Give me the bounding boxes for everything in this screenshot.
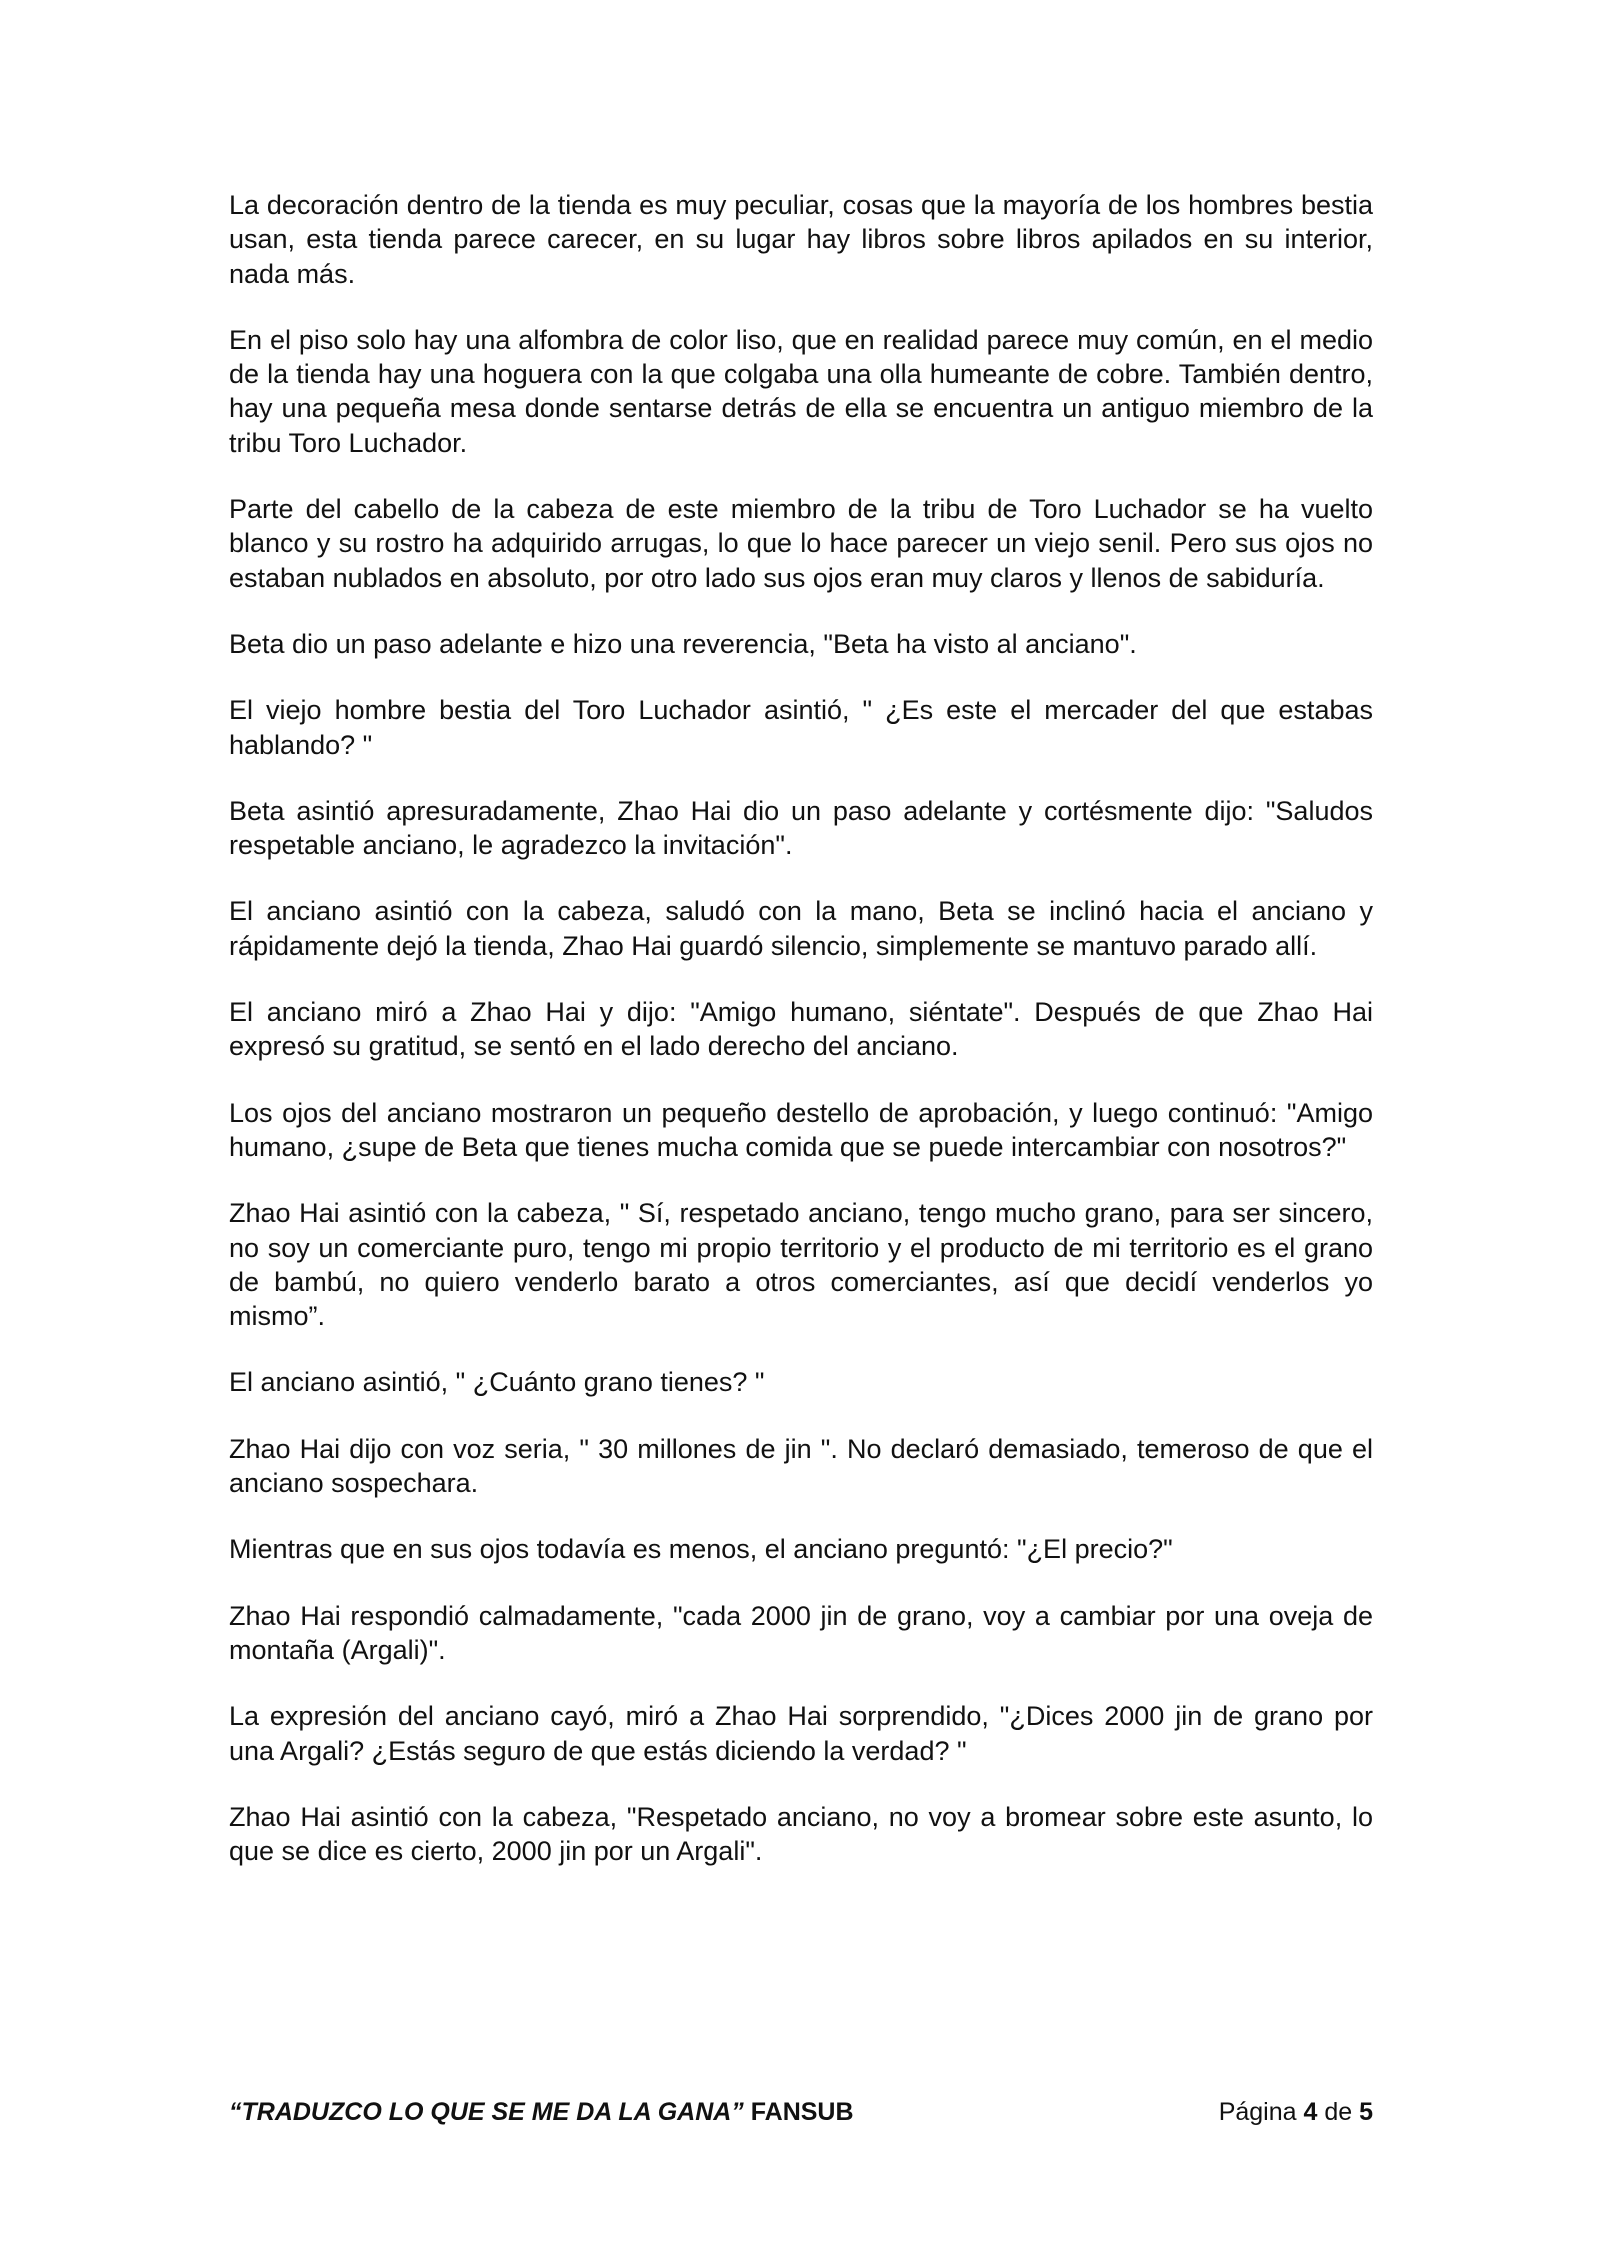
paragraph: En el piso solo hay una alfombra de color liso, que en realidad parece muy común, en el medio de la tienda hay una hoguera con la que colgaba una olla humeante de cobre. También dentro, hay una pequeña mesa donde sentarse detrás de ella se encuentra un antiguo miembro de la tribu Toro Luchador. — [229, 324, 1373, 458]
page-current: 4 — [1303, 2098, 1318, 2126]
paragraph: Mientras que en sus ojos todavía es menos, el anciano preguntó: "¿El precio?" — [229, 1534, 1173, 1565]
footer-title-text: “TRADUZCO LO QUE SE ME DA LA GANA” — [229, 2098, 744, 2126]
page-word: Página — [1218, 2098, 1304, 2126]
page-of: de — [1317, 2098, 1360, 2126]
paragraph: Los ojos del anciano mostraron un pequeño destello de aprobación, y luego continuó: "Amigo humano, ¿supe de Beta que tienes mucha comida que se puede intercambiar con nosotros?" — [229, 1097, 1373, 1162]
paragraph: Zhao Hai dijo con voz seria, " 30 millones de jin ". No declaró demasiado, temeroso de que el anciano sospechara. — [229, 1433, 1373, 1499]
paragraph: Beta dio un paso adelante e hizo una reverencia, "Beta ha visto al anciano". — [229, 628, 1137, 659]
paragraph: Beta asintió apresuradamente, Zhao Hai dio un paso adelante y cortésmente dijo: "Saludos respetable anciano, le agradezco la invitación". — [229, 795, 1373, 861]
paragraph: Parte del cabello de la cabeza de este miembro de la tribu de Toro Luchador se ha vuelto blanco y su rostro ha adquirido arrugas, lo que lo hace parecer un viejo senil. Pero sus ojos no estaban nublados en absoluto, por otro lado sus ojos eran muy claros y llenos de sabiduría. — [229, 494, 1373, 593]
paragraph: Zhao Hai asintió con la cabeza, " Sí, respetado anciano, tengo mucho grano, para ser sincero, no soy un comerciante puro, tengo mi propio territorio y el producto de mi territorio es el grano de bambú, no quiero venderlo barato a otros comerciantes, así que decidí venderlos yo mismo”. — [229, 1198, 1373, 1332]
footer-fansub-title — [229, 2098, 854, 2127]
paragraph: Zhao Hai respondió calmadamente, "cada 2000 jin de grano, voy a cambiar por una oveja de montaña (Argali)". — [229, 1600, 1373, 1665]
page-total: 5 — [1359, 2098, 1373, 2126]
paragraph: El anciano asintió, " ¿Cuánto grano tienes? " — [229, 1367, 765, 1398]
paragraph: La expresión del anciano cayó, miró a Zhao Hai sorprendido, "¿Dices 2000 jin de grano por una Argali? ¿Estás seguro de que estás diciendo la verdad? " — [229, 1701, 1373, 1766]
page-footer — [229, 2098, 1373, 2138]
paragraph: El anciano miró a Zhao Hai y dijo: "Amigo humano, siéntate". Después de que Zhao Hai expresó su gratitud, se sentó en el lado derecho del anciano. — [229, 997, 1373, 1062]
body-text — [229, 188, 1373, 1900]
footer-page-number — [1219, 2098, 1373, 2127]
paragraph: Zhao Hai asintió con la cabeza, "Respetado anciano, no voy a bromear sobre este asunto, lo que se dice es cierto, 2000 jin por un Argali". — [229, 1801, 1373, 1867]
paragraph: La decoración dentro de la tienda es muy peculiar, cosas que la mayoría de los hombres bestia usan, esta tienda parece carecer, en su lugar hay libros sobre libros apilados en su interior, nada más. — [229, 190, 1373, 289]
paragraph: El viejo hombre bestia del Toro Luchador asintió, " ¿Es este el mercader del que estabas hablando? " — [229, 695, 1373, 760]
footer-title-suffix: FANSUB — [743, 2098, 854, 2126]
paragraph: El anciano asintió con la cabeza, saludó con la mano, Beta se inclinó hacia el anciano y rápidamente dejó la tienda, Zhao Hai guardó silencio, simplemente se mantuvo parado allí. — [229, 896, 1373, 961]
